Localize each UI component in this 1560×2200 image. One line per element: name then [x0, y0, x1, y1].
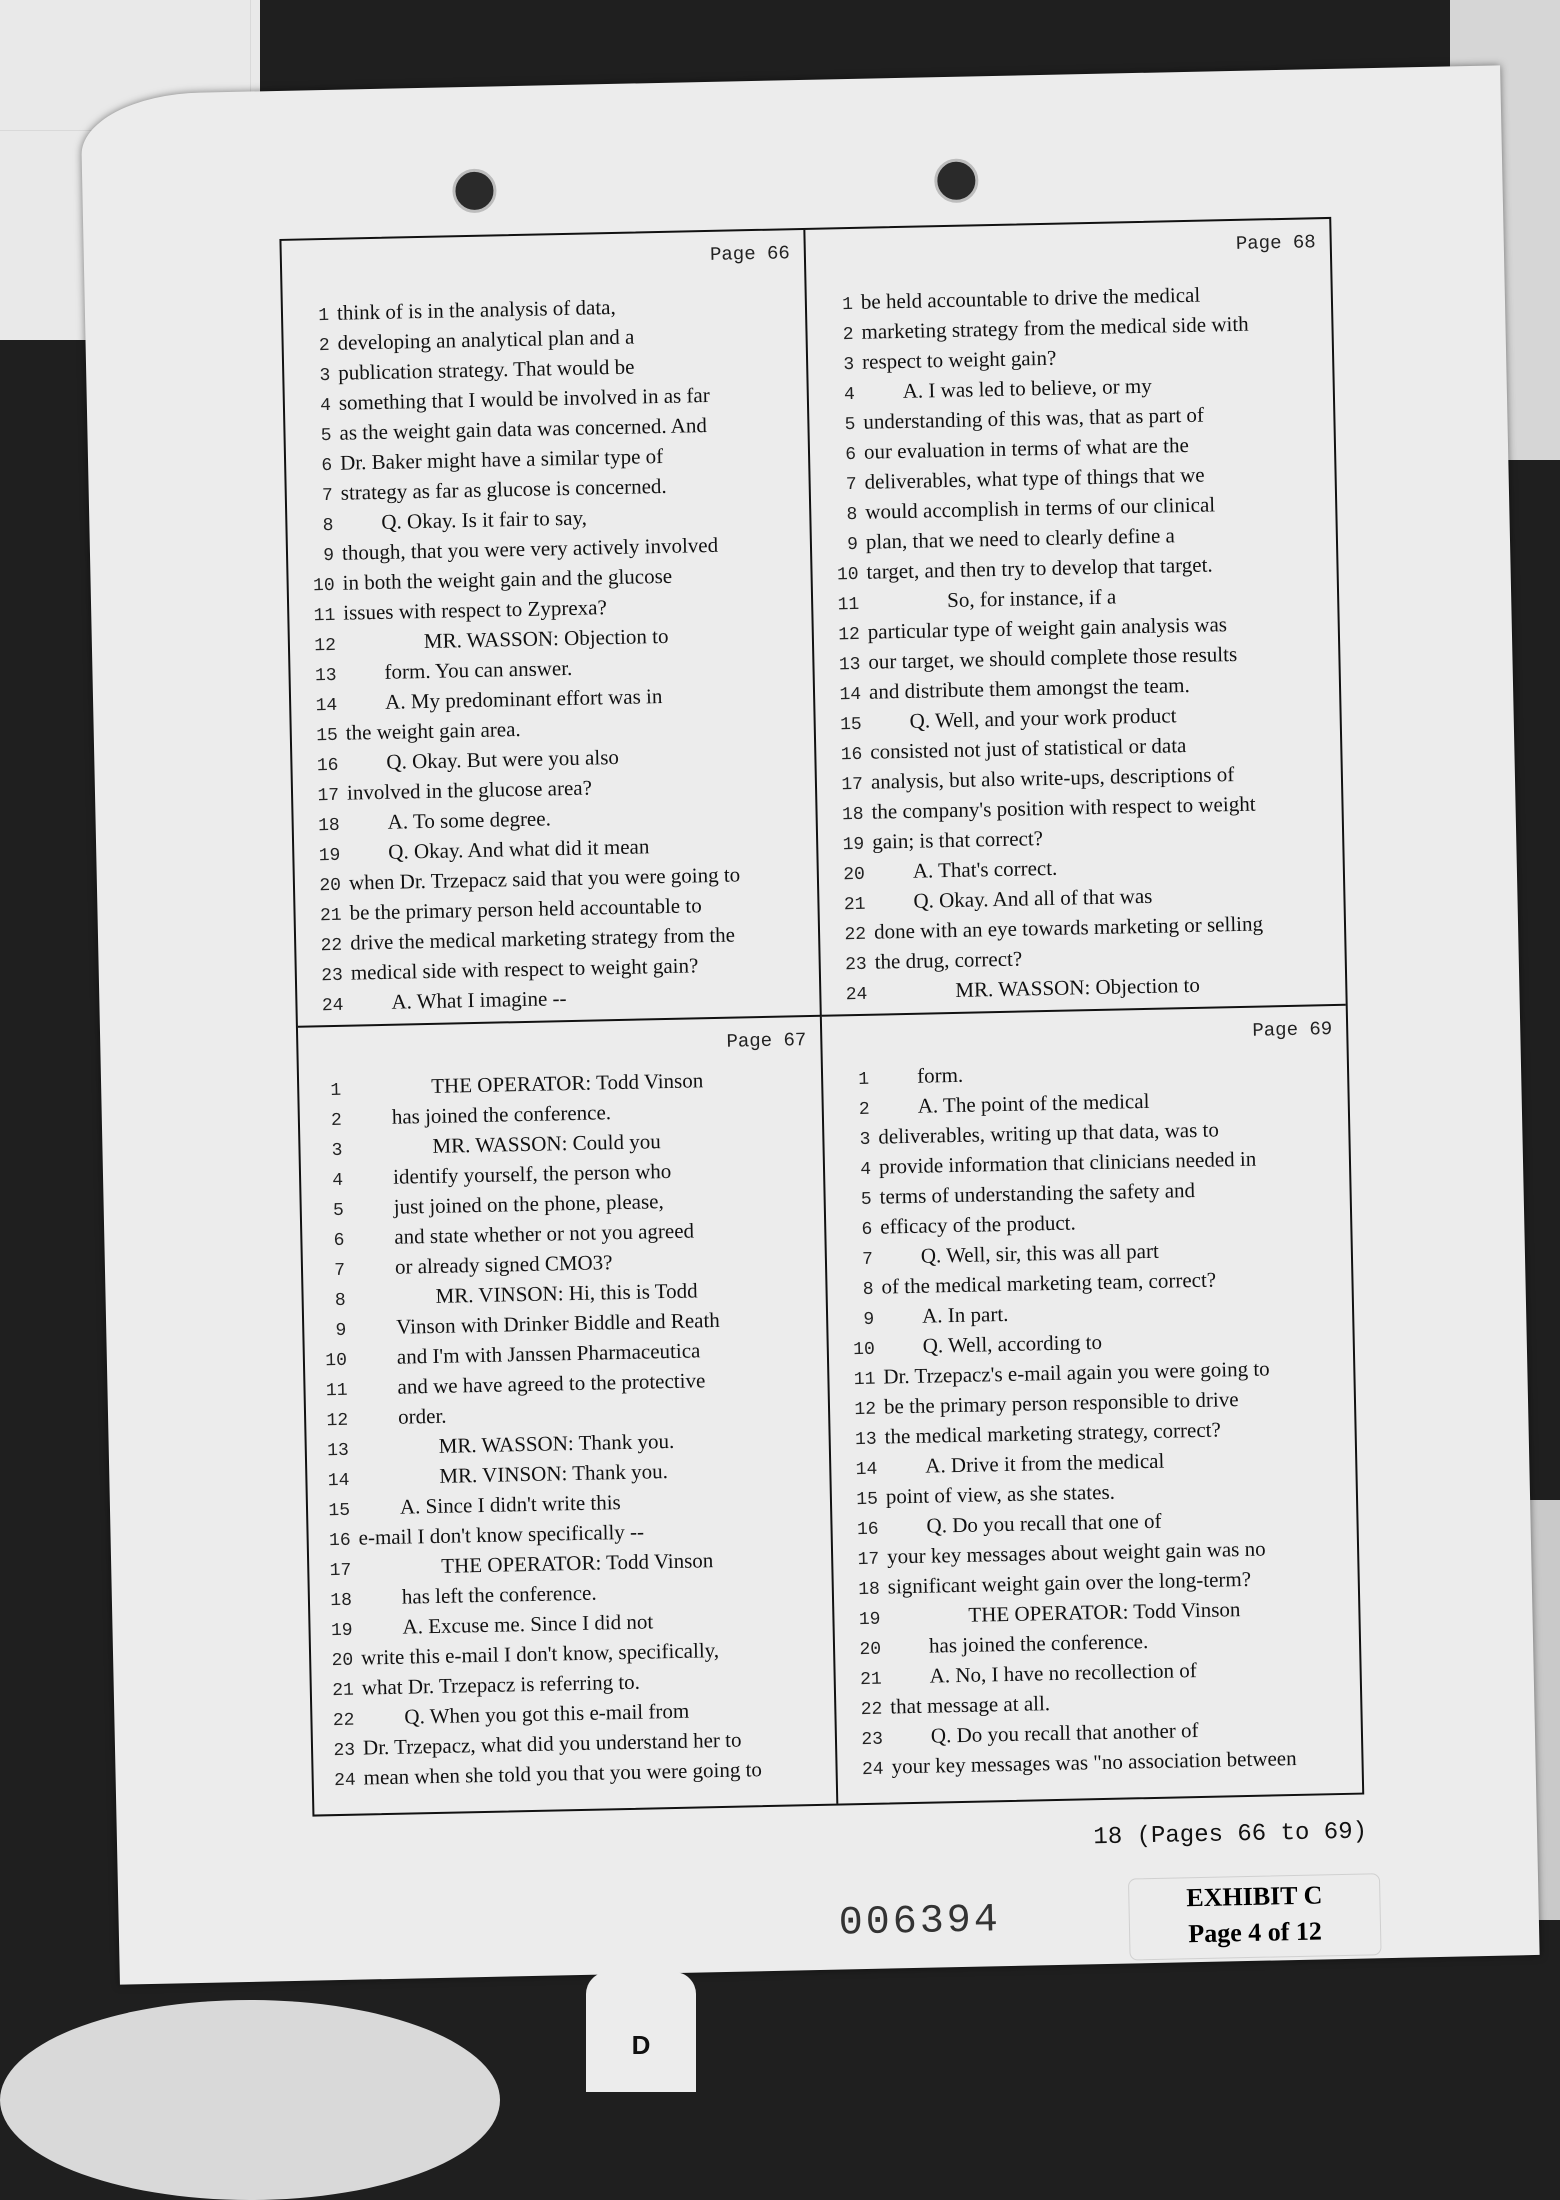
line-number: 23	[321, 965, 344, 987]
line-text: understanding of this was, that as part of	[863, 402, 1205, 434]
line-text: just joined on the phone, please,	[393, 1189, 664, 1219]
line-text: would accomplish in terms of our clinical	[865, 492, 1216, 524]
line-text: provide information that clinicians needed in	[878, 1146, 1257, 1179]
line-text: developing an analytical plan and a	[337, 324, 635, 355]
line-number: 5	[844, 414, 856, 436]
line-number: 17	[317, 785, 340, 807]
line-text: as the weight gain data was concerned. And	[339, 413, 708, 445]
line-text: A. What I imagine --	[391, 986, 567, 1014]
line-text: A. The point of the medical	[917, 1088, 1150, 1118]
line-number: 20	[859, 1639, 882, 1661]
line-number: 7	[334, 1260, 346, 1282]
line-text: Q. Okay. And all of that was	[913, 883, 1153, 913]
line-text: done with an eye towards marketing or selling	[873, 911, 1264, 944]
line-number: 3	[843, 354, 855, 376]
line-number: 5	[320, 425, 332, 447]
line-text: form. You can answer.	[384, 655, 573, 684]
line-text: though, that you were very actively involved	[341, 532, 719, 565]
exhibit-stamp	[1128, 1873, 1382, 1960]
line-text: Q. Well, sir, this was all part	[920, 1238, 1160, 1268]
line-text: analysis, but also write-ups, descriptions of	[870, 762, 1235, 794]
line-number: 15	[856, 1489, 879, 1511]
line-text: So, for instance, if a	[946, 584, 1117, 613]
line-text: plan, that we need to clearly define a	[865, 523, 1176, 554]
line-number: 20	[319, 875, 342, 897]
transcript-lines	[835, 1052, 1358, 1782]
line-text: and we have agreed to the protective	[397, 1368, 706, 1399]
line-text: when Dr. Trzepacz said that you were going to	[348, 862, 741, 895]
line-number: 24	[861, 1759, 884, 1781]
line-text: write this e-mail I don't know, specifically,	[360, 1638, 720, 1670]
line-number: 19	[330, 1620, 353, 1642]
line-text: involved in the glucose area?	[346, 775, 593, 805]
line-text: your key messages was "no association between	[891, 1745, 1297, 1779]
line-text: your key messages about weight gain was no	[886, 1536, 1266, 1569]
line-text: and state whether or not you agreed	[394, 1218, 695, 1249]
line-number: 6	[845, 444, 857, 466]
line-number: 9	[335, 1320, 347, 1342]
line-text: Q. Okay. Is it fair to say,	[381, 505, 588, 534]
line-number: 14	[327, 1470, 350, 1492]
line-number: 18	[317, 815, 340, 837]
page-range-footer: 18 (Pages 66 to 69)	[1093, 1818, 1368, 1852]
line-number: 2	[330, 1110, 343, 1132]
line-text: in both the weight gain and the glucose	[342, 563, 673, 595]
page-label: Page 66	[709, 242, 791, 266]
line-number: 6	[861, 1219, 873, 1240]
line-number: 15	[316, 725, 339, 747]
line-text: target, and then try to develop that target.	[866, 552, 1213, 584]
line-text: Q. Okay. And what did it mean	[388, 834, 650, 864]
line-text: identify yourself, the person who	[392, 1158, 672, 1189]
transcript-grid	[279, 217, 1364, 1817]
line-text: order.	[397, 1403, 447, 1429]
line-number: 17	[841, 774, 864, 796]
line-number: 6	[321, 455, 333, 477]
line-text: the medical marketing strategy, correct?	[884, 1417, 1222, 1449]
line-number: 19	[842, 834, 865, 856]
line-text: terms of understanding the safety and	[879, 1177, 1196, 1209]
transcript-lines	[295, 288, 816, 1018]
line-number: 21	[843, 894, 866, 916]
line-number: 17	[329, 1560, 352, 1582]
line-text: mean when she told you that you were going to	[363, 1757, 763, 1790]
line-text: be the primary person held accountable to	[349, 893, 702, 925]
line-number: 18	[841, 804, 864, 826]
transcript-page-68	[805, 219, 1345, 1017]
line-number: 9	[323, 545, 335, 567]
line-number: 11	[853, 1369, 876, 1391]
transcript-lines	[311, 1063, 832, 1793]
page-label: Page 69	[1252, 1018, 1333, 1042]
exhibit-title: EXHIBIT C	[1186, 1880, 1323, 1913]
line-number: 7	[321, 485, 334, 507]
line-number: 10	[312, 575, 335, 597]
line-text: publication strategy. That would be	[337, 354, 635, 385]
line-number: 7	[845, 474, 857, 496]
line-number: 15	[328, 1500, 351, 1522]
line-number: 1	[841, 294, 854, 316]
line-text: think of is in the analysis of data,	[336, 294, 616, 325]
line-text: the drug, correct?	[874, 946, 1023, 974]
line-number: 9	[863, 1309, 875, 1330]
line-text: Dr. Trzepacz, what did you understand her to	[362, 1727, 742, 1760]
line-text: something that I would be involved in as far	[338, 382, 710, 415]
line-text: MR. VINSON: Hi, this is Todd	[435, 1278, 698, 1308]
line-text: respect to weight gain?	[861, 345, 1057, 374]
line-number: 19	[858, 1609, 881, 1631]
line-number: 4	[319, 395, 332, 417]
line-number: 6	[333, 1230, 345, 1252]
line-text: be held accountable to drive the medical	[860, 282, 1201, 314]
line-text: THE OPERATOR: Todd Vinson	[968, 1597, 1241, 1627]
line-number: 24	[321, 995, 344, 1017]
line-number: 3	[319, 365, 331, 387]
line-text: Q. Do you recall that another of	[930, 1718, 1199, 1748]
punch-hole-left	[452, 168, 497, 213]
line-text: form.	[916, 1062, 964, 1088]
line-text: and I'm with Janssen Pharmaceutica	[396, 1338, 701, 1369]
line-text: the company's position with respect to weight	[871, 791, 1256, 824]
line-text: A. Excuse me. Since I did not	[402, 1609, 654, 1639]
punch-hole-right	[934, 158, 979, 203]
line-number: 12	[326, 1410, 349, 1432]
line-number: 13	[838, 654, 861, 676]
bates-number: 006394	[838, 1898, 1002, 1947]
line-number: 22	[860, 1699, 883, 1721]
line-number: 5	[860, 1189, 872, 1210]
line-number: 4	[332, 1170, 344, 1192]
line-text: Q. Well, according to	[922, 1329, 1103, 1358]
line-text: A. In part.	[921, 1301, 1009, 1328]
line-text: THE OPERATOR: Todd Vinson	[440, 1548, 714, 1578]
line-number: 23	[333, 1740, 356, 1762]
line-text: and distribute them amongst the team.	[868, 672, 1190, 704]
line-text: Q. Do you recall that one of	[926, 1508, 1162, 1538]
line-number: 21	[332, 1680, 355, 1702]
line-number: 19	[318, 845, 341, 867]
line-text: MR. WASSON: Could you	[432, 1129, 661, 1158]
line-number: 11	[837, 594, 860, 616]
line-text: A. No, I have no recollection of	[929, 1658, 1197, 1688]
line-text: has left the conference.	[401, 1580, 597, 1609]
line-text: efficacy of the product.	[879, 1210, 1076, 1239]
line-text: e-mail I don't know specifically --	[358, 1519, 645, 1550]
line-number: 14	[315, 695, 338, 717]
line-number: 16	[840, 744, 863, 766]
line-number: 22	[844, 924, 867, 946]
line-text: marketing strategy from the medical side with	[861, 311, 1249, 344]
line-number: 23	[861, 1729, 884, 1751]
line-text: A. That's correct.	[912, 855, 1058, 883]
line-number: 22	[320, 935, 343, 957]
line-number: 2	[858, 1099, 870, 1120]
line-number: 8	[322, 515, 334, 537]
line-number: 18	[858, 1579, 881, 1601]
line-text: what Dr. Trzepacz is referring to.	[361, 1669, 641, 1700]
binder-tab	[586, 1972, 696, 2092]
line-number: 23	[844, 954, 867, 976]
tab-letter: D	[631, 2030, 651, 2060]
line-text: of the medical marketing team, correct?	[881, 1267, 1217, 1299]
line-number: 8	[846, 504, 858, 526]
line-number: 13	[327, 1440, 350, 1462]
line-text: Q. Well, and your work product	[909, 703, 1177, 733]
line-text: gain; is that correct?	[871, 826, 1044, 854]
line-text: A. Since I didn't write this	[399, 1490, 621, 1519]
line-text: has joined the conference.	[928, 1629, 1149, 1658]
line-text: drive the medical marketing strategy from the	[349, 922, 736, 955]
line-text: MR. WASSON: Objection to	[955, 972, 1201, 1002]
line-number: 16	[316, 755, 339, 777]
line-text: MR. WASSON: Thank you.	[438, 1428, 675, 1458]
line-text: strategy as far as glucose is concerned.	[340, 473, 667, 505]
line-number: 24	[333, 1770, 356, 1792]
line-text: particular type of weight gain analysis was	[867, 612, 1228, 644]
line-text: Dr. Baker might have a similar type of	[339, 443, 664, 475]
line-number: 12	[314, 635, 337, 657]
line-text: Q. When you got this e-mail from	[404, 1698, 690, 1729]
line-number: 20	[843, 864, 866, 886]
line-number: 20	[331, 1650, 354, 1672]
background-bowl	[0, 2000, 500, 2200]
line-number: 4	[843, 384, 856, 406]
page-label: Page 67	[726, 1029, 807, 1053]
line-text: deliverables, what type of things that we	[864, 462, 1205, 494]
line-text: THE OPERATOR: Todd Vinson	[430, 1068, 704, 1098]
line-text: significant weight gain over the long-term?	[887, 1566, 1252, 1599]
line-number: 10	[853, 1339, 876, 1361]
line-number: 1	[858, 1069, 870, 1090]
line-text: A. I was led to believe, or my	[902, 373, 1152, 403]
line-number: 9	[846, 534, 859, 556]
exhibit-page-number: Page 4 of 12	[1188, 1916, 1323, 1949]
line-number: 18	[330, 1590, 353, 1612]
line-number: 5	[332, 1200, 344, 1222]
line-number: 14	[855, 1459, 878, 1481]
line-number: 10	[836, 564, 859, 586]
transcript-page-67	[298, 1017, 838, 1815]
line-text: deliverables, writing up that data, was to	[878, 1117, 1220, 1149]
transcript-sheet	[80, 65, 1539, 1984]
line-text: the weight gain area.	[345, 716, 521, 745]
line-text: Q. Okay. But were you also	[386, 744, 620, 774]
line-text: Dr. Trzepacz's e-mail again you were going to	[883, 1356, 1270, 1389]
line-text: consisted not just of statistical or data	[870, 733, 1187, 764]
line-text: or already signed CMO3?	[394, 1250, 613, 1279]
line-number: 21	[859, 1669, 882, 1691]
line-text: our target, we should complete those results	[868, 641, 1238, 674]
line-number: 16	[328, 1530, 351, 1552]
line-text: issues with respect to Zyprexa?	[343, 595, 608, 625]
page-label: Page 68	[1235, 231, 1316, 255]
line-text: point of view, as she states.	[885, 1479, 1116, 1509]
line-text: medical side with respect to weight gain?	[350, 953, 699, 985]
transcript-page-69	[822, 1006, 1362, 1804]
line-number: 8	[334, 1290, 346, 1312]
line-number: 2	[842, 324, 854, 346]
transcript-lines	[819, 277, 1342, 1007]
line-number: 24	[845, 984, 868, 1006]
transcript-page-66	[281, 230, 821, 1028]
line-number: 12	[838, 624, 861, 646]
line-number: 12	[854, 1399, 877, 1421]
line-text: has joined the conference.	[391, 1100, 612, 1129]
line-text: A. My predominant effort was in	[384, 684, 663, 714]
line-number: 3	[859, 1129, 871, 1150]
line-number: 17	[857, 1549, 880, 1571]
line-text: Vinson with Drinker Biddle and Reath	[395, 1307, 721, 1339]
line-number: 15	[839, 714, 862, 736]
line-number: 3	[331, 1140, 343, 1162]
line-number: 10	[325, 1350, 348, 1372]
line-number: 2	[318, 335, 330, 357]
line-number: 13	[314, 665, 337, 687]
line-number: 11	[313, 605, 336, 627]
line-text: MR. WASSON: Objection to	[423, 623, 669, 653]
line-number: 13	[854, 1429, 877, 1451]
line-text: be the primary person responsible to drive	[883, 1387, 1239, 1419]
line-text: A. Drive it from the medical	[925, 1448, 1165, 1478]
line-number: 4	[860, 1159, 872, 1180]
line-number: 7	[861, 1249, 874, 1270]
line-number: 11	[325, 1380, 348, 1402]
line-text: that message at all.	[890, 1691, 1051, 1719]
line-number: 1	[330, 1080, 342, 1102]
line-text: A. To some degree.	[387, 806, 552, 834]
line-number: 21	[319, 905, 342, 927]
line-number: 16	[856, 1519, 879, 1541]
line-number: 14	[839, 684, 862, 706]
line-number: 1	[318, 305, 330, 327]
line-number: 22	[332, 1710, 355, 1732]
line-number: 8	[862, 1279, 874, 1300]
line-text: MR. VINSON: Thank you.	[439, 1459, 669, 1488]
line-text: our evaluation in terms of what are the	[863, 432, 1189, 464]
